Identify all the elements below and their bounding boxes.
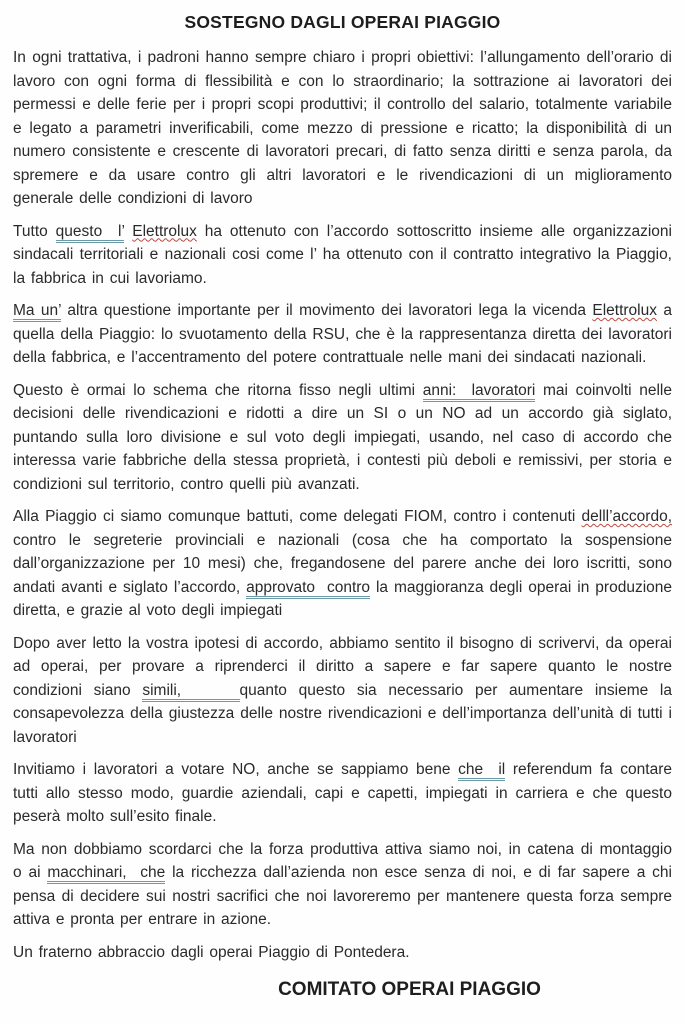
paragraph [13, 632, 672, 750]
misspelled-text: Elettrolux [592, 302, 657, 319]
paragraph [13, 758, 672, 829]
paragraph [13, 220, 672, 291]
misspelled-text: delll’accordo, [581, 508, 672, 525]
text-run: Un fraterno abbraccio dagli operai Piaggio di Pontedera. [13, 943, 410, 961]
misspelled-text: Elettrolux [132, 222, 197, 240]
grammar-marked-text: anni: lavoratori [423, 382, 536, 402]
text-run: contro le segreterie provinciali e nazionali (cosa che ha comportato la sospensione dall’organizzazione per 10 mesi) che, fregandosene del parere anche dei loro iscritti, sono andati avanti e siglato l’accordo, [13, 531, 672, 596]
text-run: Invitiamo i lavoratori a votare NO, anche se sappiamo bene [13, 761, 459, 778]
text-run: quanto questo sia necessario per aumentare insieme la consapevolezza della giustezza delle nostre rivendicazioni e dell’importanza dell’unità di tutti i lavoratori [13, 681, 672, 746]
grammar-marked-text: macchinari, che [47, 864, 165, 884]
text-run: Questo è ormai lo schema che ritorna fisso negli ultimi [13, 381, 423, 399]
paragraph [13, 299, 672, 370]
text-run: mai coinvolti nelle decisioni delle rivendicazioni e ridotti a dire un SI o un NO ad un accordo già siglato, puntando sulla loro divisione e sul voto degli impiegati, usando, nel caso di accordo che interessa varie fabbriche della stessa proprietà, i contesti più deboli e remissivi, per storia e condizioni sul territorio, contro quelli più avanzati. [13, 381, 672, 493]
paragraph [13, 46, 672, 211]
document-title: SOSTEGNO DAGLI OPERAI PIAGGIO [184, 12, 501, 32]
paragraph [13, 379, 672, 497]
text-run: Alla Piaggio ci siamo comunque battuti, come delegati FIOM, contro i contenuti [13, 508, 582, 525]
text-run: Ma non dobbiamo scordarci che la forza produttiva attiva siamo noi, in catena di montaggio o ai [13, 840, 672, 881]
text-run: referendum fa contare tutti allo stesso modo, guardie aziendali, capi e capetti, impiegati in carriera e che questo peserà molto sull’esito finale. [13, 761, 672, 825]
text-run: altra questione importante per il movimento dei lavoratori lega la vicenda [61, 302, 593, 319]
text-run: Tutto [13, 222, 56, 240]
grammar-marked-text: Ma un’ [13, 302, 61, 322]
text-run: la maggioranza degli operai in produzione diretta, e grazie al voto degli impiegati [13, 578, 672, 619]
grammar-marked-text: questo l’ [56, 223, 125, 243]
grammar-marked-text: simili, [142, 682, 239, 702]
paragraph [13, 505, 672, 623]
text-run: Dopo aver letto la vostra ipotesi di accordo, abbiamo sentito il bisogno di scrivervi, da operai ad operai, per provare a riprenderci il diritto a sapere e far sapere quanto le nostre condizioni siano [13, 634, 672, 699]
grammar-marked-text: che il [458, 761, 505, 781]
document-body [13, 46, 672, 964]
grammar-marked-text: approvato contro [246, 579, 370, 599]
paragraph [13, 838, 672, 932]
paragraph [13, 941, 672, 965]
text-run: In ogni trattativa, i padroni hanno sempre chiaro i propri obiettivi: l’allungamento dell’orario di lavoro con ogni forma di flessibilità e con lo straordinario; la sottrazione ai lavoratori dei permessi e delle ferie per i propri scopi produttivi; il controllo del salario, totalmente variabile e legato a parametri inverificabili, come mezzo di pressione e ricatto; la disponibilità di un numero consistente e crescente di lavoratori precari, di fatto senza diritti e senza parola, da spremere e da usare contro gli altri lavoratori e le rivendicazioni di un miglioramento generale delle condizioni di lavoro [13, 49, 672, 207]
text-run: a quella della Piaggio: lo svuotamento della RSU, che è la rappresentanza diretta dei lavoratori della fabbrica, e l’accentramento del potere contrattuale nelle mani dei sindacati nazionali. [13, 302, 672, 366]
text-run: ha ottenuto con l’accordo sottoscritto insieme alle organizzazioni sindacali territoriali e nazionali cosi come l’ ha ottenuto con il contratto integrativo la Piaggio, la fabbrica in cui lavoriamo. [13, 222, 672, 287]
text-run: la ricchezza dall’azienda non esce senza di noi, e di far sapere a chi pensa di decidere sui nostri sacrifici che noi lavoreremo per mantenere questa forza sempre attiva e pronta per entrare in azione. [13, 864, 672, 928]
document-signature: COMITATO OPERAI PIAGGIO [278, 979, 541, 1000]
